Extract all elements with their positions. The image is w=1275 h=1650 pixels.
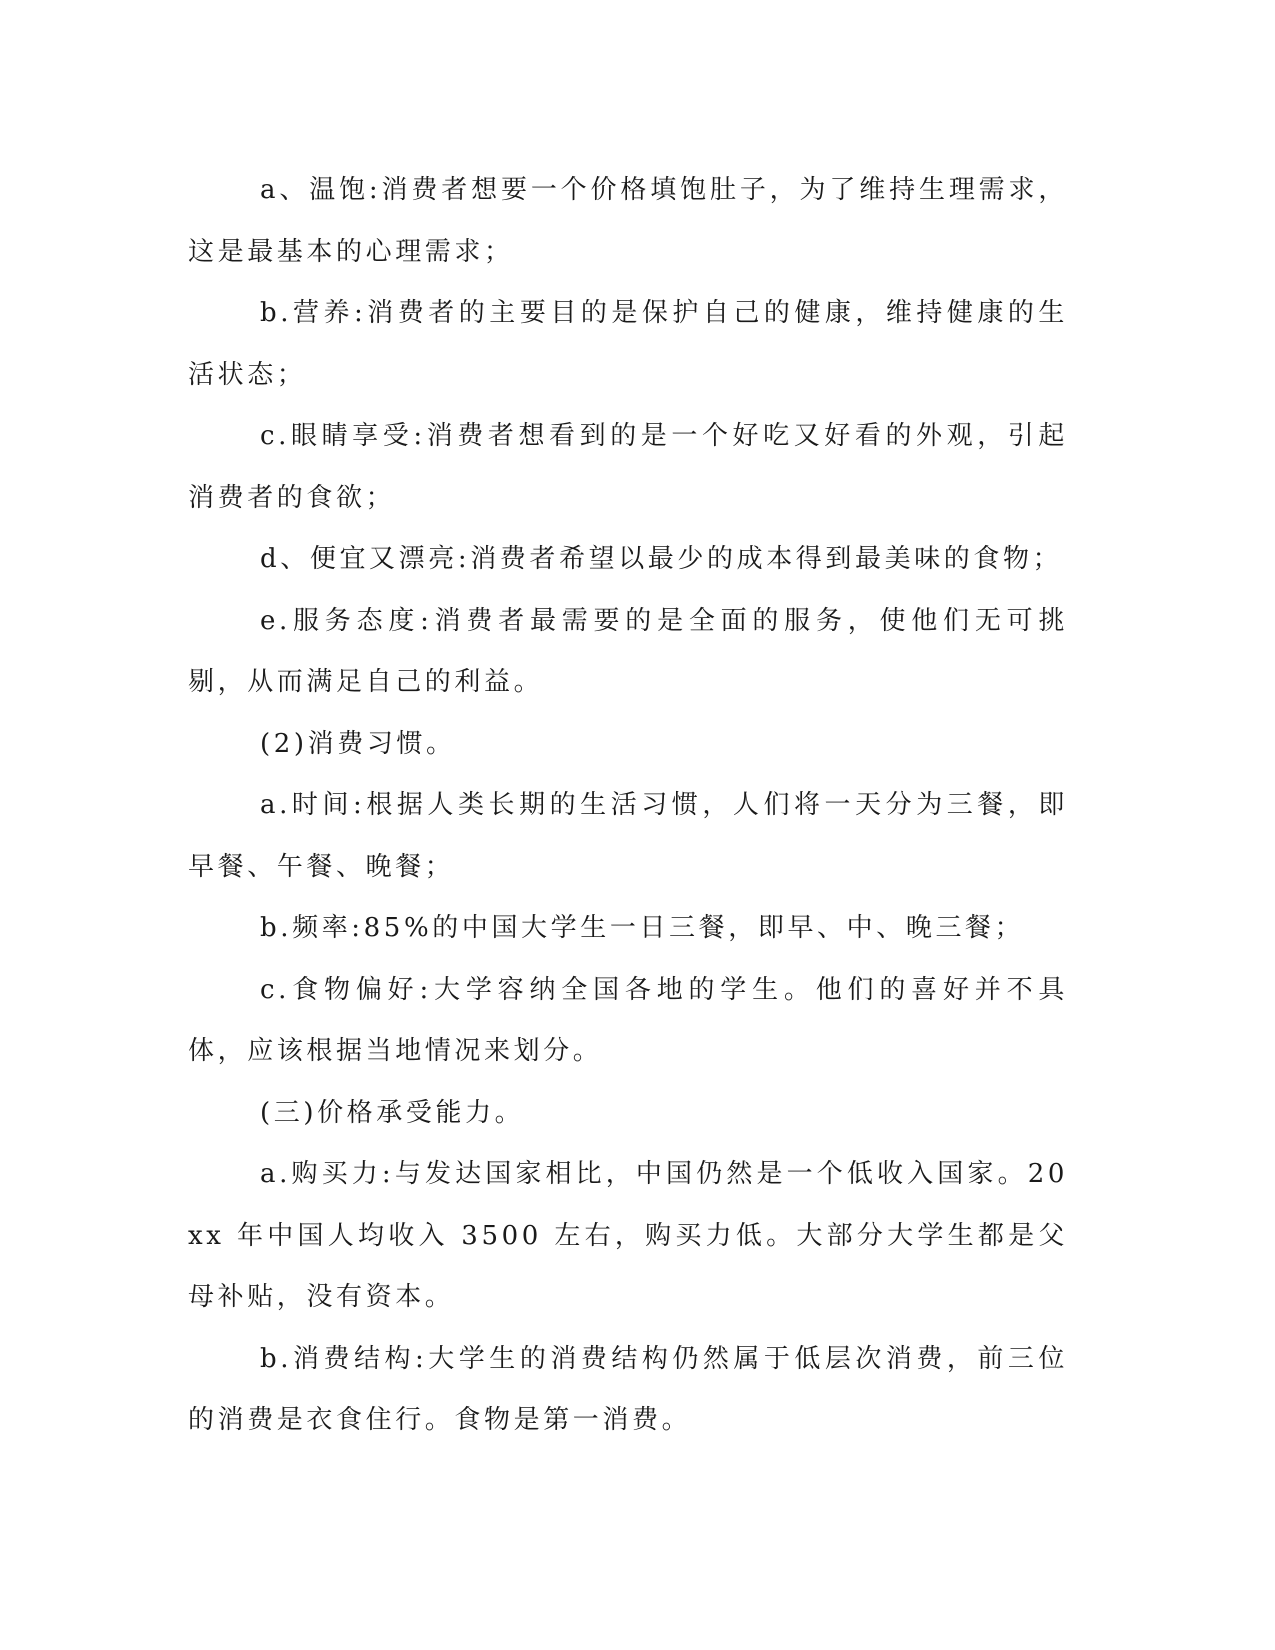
paragraph-visual-enjoyment: c.眼睛享受:消费者想看到的是一个好吃又好看的外观，引起消费者的食欲；	[188, 421, 1068, 513]
paragraph-satiety: a、温饱:消费者想要一个价格填饱肚子，为了维持生理需求，这是最基本的心理需求；	[188, 175, 1068, 267]
document-body	[188, 160, 1068, 1452]
paragraph-consumption-structure: b.消费结构:大学生的消费结构仍然属于低层次消费，前三位的消费是衣食住行。食物是第一消费。	[188, 1343, 1068, 1435]
paragraph-time: a.时间:根据人类长期的生活习惯，人们将一天分为三餐，即早餐、午餐、晚餐；	[188, 790, 1068, 882]
paragraph-cheap-and-pretty: d、便宜又漂亮:消费者希望以最少的成本得到最美味的食物；	[260, 544, 1063, 574]
paragraph-service-attitude: e.服务态度:消费者最需要的是全面的服务，使他们无可挑剔，从而满足自己的利益。	[188, 605, 1068, 697]
section-heading-price-affordability: (三)价格承受能力。	[260, 1097, 525, 1128]
paragraph-purchasing-power: a.购买力:与发达国家相比，中国仍然是一个低收入国家。20xx 年中国人均收入 3500 左右，购买力低。大部分大学生都是父母补贴，没有资本。	[188, 1159, 1068, 1312]
paragraph-nutrition: b.营养:消费者的主要目的是保护自己的健康，维持健康的生活状态；	[188, 298, 1068, 390]
paragraph-food-preference: c.食物偏好:大学容纳全国各地的学生。他们的喜好并不具体，应该根据当地情况来划分。	[188, 974, 1068, 1066]
section-heading-consumption-habits: (2)消费习惯。	[260, 728, 456, 759]
paragraph-frequency: b.频率:85%的中国大学生一日三餐，即早、中、晚三餐；	[260, 913, 1025, 943]
